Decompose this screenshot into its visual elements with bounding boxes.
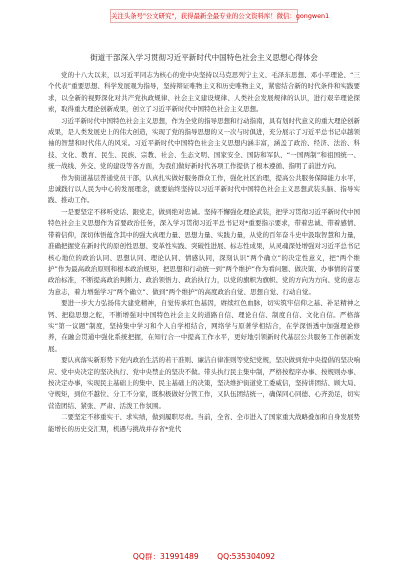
paragraph: 习近平新时代中国特色社会主义思想，作为全党的指导思想和行动指南，具有划时代意义的重大理论创新成果，是人类发展史上的伟大创造，实现了党的指导思想的又一次与时俱进，充分展示了习近平总书记卓越领袖的智慧和时代伟人的风采。习近平新时代中国特色社会主义思想内涵丰富，涵盖了政治、经济、法治、科技、文化、教育、民生、民族、宗教、社会、生态文明、国家安全、国防和军队、“一国两制”和祖国统一、统一战线、外交、党的建设等各方面，为我们做好新时代各项工作提供了根本遵循、指明了前进方向。 (48, 116, 360, 171)
paragraph: 要认真落实新形势下党内政治生活的若干准则、廉洁自律准则等党纪党规，坚决做到党中央提倡的坚决响应、党中央决定的坚决执行、党中央禁止的坚决不做。带头执行民主集中制，严格按程序办事、按规则办事、按决定办事，实现民主基础上的集中、民主基础上的决策，坚决维护街道党工委威信，坚持讲团结、顾大局、守规矩，到位不越位、分工不分家，既积极做好分管工作，又队伍团结统一，确保同心同德、心齐劲足，切实营造团结、紧张、严肃、活泼工作氛围。 (48, 356, 360, 410)
qq-label: QQ:535304092 (217, 552, 276, 561)
paragraph: 要进一步大力弘扬伟大建党精神，自觉传承红色基因，赓续红色血脉，切实筑牢信仰之基、补足精神之钙、把稳思想之舵，不断增强对中国特色社会主义的道路自信、理论自信、制度自信、文化自信。严格落实“第一议题”制度，坚持集中学习和个人自学相结合，网络学与原著学相结合，在学深悟透中加强理论修养，在融会贯通中强化系统把握，在知行合一中提高工作水平，更好地引领新时代基层公共服务工作创新发展。 (48, 299, 360, 353)
qq-group-label: QQ群：31991489 (132, 552, 199, 561)
promo-banner: 关注头条号"公文研究"，获得最新全最专业的公文资料库！微信：gongwen1 (110, 9, 298, 23)
paragraph: 党的十八大以来，以习近平同志为核心的党中央坚持以马克思列宁主义、毛泽东思想、邓小平理论、“三个代表”重要思想、科学发展观为指导，坚持辩证唯物主义和历史唯物主义，紧密结合新的时代条件和实践要求，以全新的视野深化对共产党执政规律、社会主义建设规律、人类社会发展规律的认识，进行艰辛理论探索，取得重大理论创新成果，创立了习近平新时代中国特色社会主义思想。 (48, 71, 360, 114)
document-title: 街道干部深入学习贯彻习近平新时代中国特色社会主义思想心得体会 (90, 53, 318, 62)
footer-contact (0, 551, 408, 562)
paragraph: 一是要坚定不移听党话、跟党走，做到绝对忠诚。坚持不懈强化理论武装，把学习贯彻习近平新时代中国特色社会主义思想作为首要政治任务，深入学习贯彻习近平总书记对*重要指示要求，带着忠诚、带着感情、带着信仰，深切体悟蕴含其中的强大真理力量、思想力量、实践力量，从党的百年奋斗史中汲取智慧和力量，准确把握党在新时代的原创性思想、变革性实践、突破性进展、标志性成果，从灵魂深处增强对习近平总书记核心地位的政治认同、思想认同、理论认同、情感认同，深刻认识“两个确立”的决定性意义，把“两个维护”作为最高政治原则和根本政治规矩，把思想和行动统一到“两个维护”作为看问题、做决策、办事情的首要政治标准，不断提高政治判断力、政治领悟力、政治执行力，以党的旗帜为旗帜、党的方向为方向、党的意志为意志，着力增强学习“两个确立”、做到“两个维护”的高度政治自觉、思想自觉、行动自觉。 (48, 207, 360, 296)
paragraph: 作为街道基层普通党员干部，认真扎实做好服务群众工作，强化社区治理，提高公共服务保障能力水平，忠诚践行以人民为中心的发展理念，就要始终坚持以习近平新时代中国特色社会主义思想武装头脑、指导实践、推动工作。 (48, 173, 360, 205)
paragraph: 二要坚定不移重实干、求实绩，做到履职尽责。当前，全省、全市进入了国家重大战略叠加和自身发展势能增长的历史交汇期，机遇与挑战并存省*党代 (48, 413, 360, 433)
document-body (48, 70, 360, 435)
